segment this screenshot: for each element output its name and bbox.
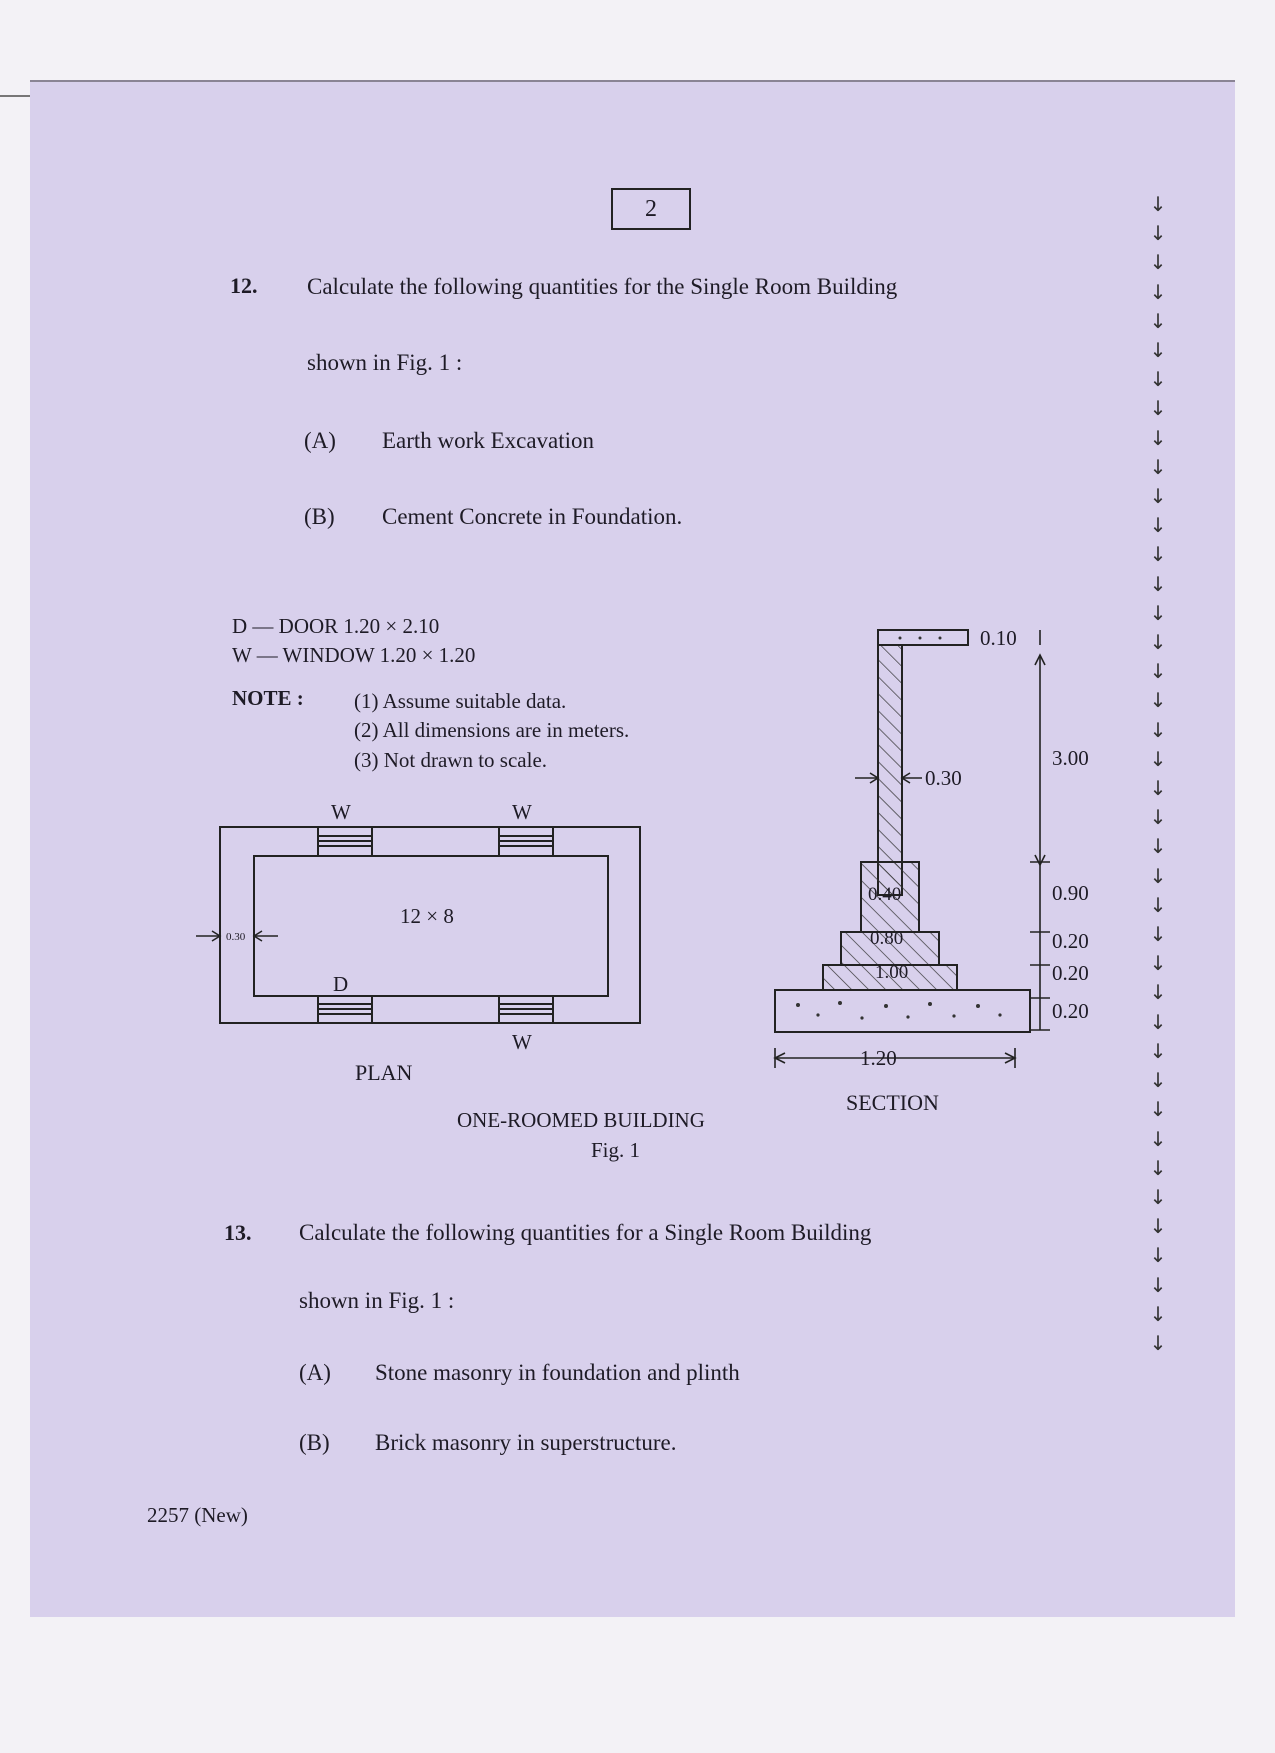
margin-arrow-icon: ↓ [1149, 1330, 1167, 1355]
section-pcc-height: 0.20 [1052, 999, 1089, 1023]
note-1: (1) Assume suitable data. [354, 689, 567, 713]
question-13-part-a-label: (A) [299, 1360, 331, 1385]
section-pcc-width: 1.20 [860, 1046, 897, 1070]
plan-window-label-bottom: W [512, 1030, 532, 1054]
section-step3-width: 1.00 [875, 962, 909, 983]
margin-arrow-icon: ↓ [1149, 717, 1167, 742]
margin-arrow-icon: ↓ [1149, 1272, 1167, 1297]
note-3: (3) Not drawn to scale. [354, 748, 548, 772]
margin-arrow-icon: ↓ [1149, 1301, 1167, 1326]
plan-wall-thickness: 0.30 [226, 931, 246, 943]
margin-arrow-icon: ↓ [1149, 308, 1167, 333]
plan-room-size: 12 × 8 [400, 904, 454, 928]
margin-arrow-icon: ↓ [1149, 746, 1167, 771]
margin-arrow-icon: ↓ [1149, 454, 1167, 479]
margin-arrow-icon: ↓ [1149, 630, 1167, 655]
plan-window-top-right [499, 827, 553, 856]
section-step-height-1: 0.20 [1052, 929, 1089, 953]
plan-door-label: D [333, 972, 349, 996]
margin-arrow-icon: ↓ [1149, 776, 1167, 801]
margin-arrow-icon: ↓ [1149, 1184, 1167, 1209]
margin-arrow-icon: ↓ [1149, 513, 1167, 538]
margin-arrow-icon: ↓ [1149, 1009, 1167, 1034]
margin-arrow-icon: ↓ [1149, 892, 1167, 917]
margin-arrow-icon: ↓ [1149, 688, 1167, 713]
figure-title: ONE-ROOMED BUILDING [457, 1108, 705, 1132]
page-edge-line [0, 95, 30, 97]
section-plinth-height: 0.90 [1052, 881, 1089, 905]
plan-caption: PLAN [355, 1060, 413, 1085]
section-slab-thickness: 0.10 [980, 626, 1017, 650]
section-caption: SECTION [846, 1090, 939, 1115]
section-roof-slab [878, 630, 968, 645]
margin-arrow-icon: ↓ [1149, 279, 1167, 304]
note-label: NOTE : [232, 686, 304, 710]
margin-arrow-icon: ↓ [1149, 951, 1167, 976]
margin-arrow-icon: ↓ [1149, 863, 1167, 888]
margin-arrow-icon: ↓ [1149, 425, 1167, 450]
question-13-part-b-label: (B) [299, 1430, 330, 1455]
plan-window-bottom [499, 996, 553, 1023]
question-12-part-b-text: Cement Concrete in Foundation. [382, 504, 683, 529]
margin-arrow-icon: ↓ [1149, 250, 1167, 275]
margin-arrow-icon: ↓ [1149, 192, 1167, 216]
question-13-prompt-line2: shown in Fig. 1 : [299, 1288, 455, 1313]
margin-arrow-icon: ↓ [1149, 221, 1167, 246]
plan-window-top-left [318, 827, 372, 856]
margin-arrow-icon: ↓ [1149, 542, 1167, 567]
question-13-part-a-text: Stone masonry in foundation and plinth [375, 1360, 740, 1385]
margin-arrow-icon: ↓ [1149, 834, 1167, 859]
footer-paper-code: 2257 (New) [147, 1503, 248, 1527]
margin-arrow-icon: ↓ [1149, 338, 1167, 363]
margin-arrow-icon: ↓ [1149, 980, 1167, 1005]
question-12-part-a-label: (A) [304, 428, 336, 453]
margin-arrow-icon: ↓ [1149, 659, 1167, 684]
margin-arrow-icon: ↓ [1149, 1068, 1167, 1093]
question-13-prompt-line1: Calculate the following quantities for a Single Room Building [299, 1220, 872, 1245]
margin-arrow-icon: ↓ [1149, 1126, 1167, 1151]
margin-arrow-icon: ↓ [1149, 571, 1167, 596]
section-step2-width: 0.80 [870, 928, 904, 949]
section-pcc-bed [775, 990, 1030, 1032]
question-12-prompt-line1: Calculate the following quantities for the Single Room Building [307, 274, 898, 299]
margin-arrow-icon: ↓ [1149, 367, 1167, 392]
question-12-part-b-label: (B) [304, 504, 335, 529]
section-step-height-2: 0.20 [1052, 961, 1089, 985]
section-drawing [760, 610, 1120, 1130]
margin-arrow-icon: ↓ [1149, 922, 1167, 947]
page-number-box: 2 [611, 188, 691, 230]
plan-window-label-left: W [331, 800, 351, 824]
question-13-part-b-text: Brick masonry in superstructure. [375, 1430, 677, 1455]
question-12-part-a-text: Earth work Excavation [382, 428, 595, 453]
figure-label: Fig. 1 [591, 1138, 641, 1162]
note-2: (2) All dimensions are in meters. [354, 718, 630, 742]
question-12-number: 12. [230, 273, 258, 298]
question-12-prompt-line2: shown in Fig. 1 : [307, 350, 463, 375]
margin-arrow-icon: ↓ [1149, 1243, 1167, 1268]
question-13-number: 13. [224, 1220, 252, 1245]
section-wall-width: 0.30 [925, 766, 962, 790]
legend-door: D — DOOR 1.20 × 2.10 [232, 614, 440, 638]
plan-window-label-right: W [512, 800, 532, 824]
section-step1-width: 0.40 [868, 884, 902, 905]
margin-arrow-icon: ↓ [1149, 805, 1167, 830]
plan-drawing [190, 790, 660, 1090]
margin-arrow-icon: ↓ [1149, 1038, 1167, 1063]
margin-arrow-icon: ↓ [1149, 484, 1167, 509]
margin-arrow-icon: ↓ [1149, 1214, 1167, 1239]
legend-window: W — WINDOW 1.20 × 1.20 [232, 643, 476, 667]
margin-arrow-icon: ↓ [1149, 1155, 1167, 1180]
margin-arrow-column [1148, 190, 1168, 1358]
margin-arrow-icon: ↓ [1149, 396, 1167, 421]
plan-door-bottom [318, 996, 372, 1023]
margin-arrow-icon: ↓ [1149, 1097, 1167, 1122]
section-wall [878, 645, 902, 895]
section-wall-height: 3.00 [1052, 746, 1089, 770]
margin-arrow-icon: ↓ [1149, 600, 1167, 625]
